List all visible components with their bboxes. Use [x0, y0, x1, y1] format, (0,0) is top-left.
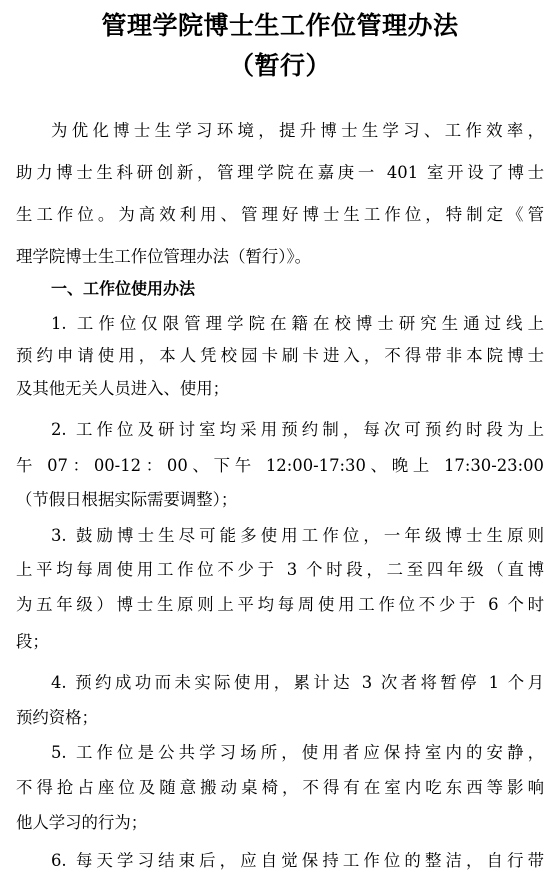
paragraph-line: 4. 预约成功而未实际使用，累计达 3 次者将暂停 1 个月 — [51, 673, 544, 692]
paragraph-line: 为五年级）博士生原则上平均每周使用工作位不少于 6 个时 — [16, 595, 544, 614]
paragraph-line: 理学院博士生工作位管理办法（暂行）》。 — [16, 247, 312, 266]
paragraph-line: 及其他无关人员进入、使用； — [16, 379, 230, 398]
paragraph-line: 生工作位。为高效利用、管理好博士生工作位，特制定《管 — [16, 205, 544, 224]
paragraph-line: 3. 鼓励博士生尽可能多使用工作位，一年级博士生原则 — [51, 526, 544, 545]
paragraph-line: 5. 工作位是公共学习场所，使用者应保持室内的安静， — [51, 743, 544, 762]
paragraph-line: 为优化博士生学习环境，提升博士生学习、工作效率， — [51, 121, 544, 140]
paragraph-line: 午 07：00-12：00、下午 12:00-17:30、晚上 17:30-23:00 — [16, 456, 544, 475]
paragraph-line: 助力博士生科研创新，管理学院在嘉庚一 401 室开设了博士 — [16, 163, 544, 182]
paragraph-line: 他人学习的行为； — [16, 813, 148, 832]
document-subtitle: （暂行） — [228, 51, 331, 80]
paragraph-line: 不得抢占座位及随意搬动桌椅，不得有在室内吃东西等影响 — [16, 778, 544, 797]
paragraph-line: 预约资格； — [16, 708, 98, 727]
paragraph-line: 预约申请使用，本人凭校园卡刷卡进入，不得带非本院博士 — [16, 346, 544, 365]
paragraph-line: 2. 工作位及研讨室均采用预约制，每次可预约时段为上 — [51, 420, 544, 439]
paragraph-line: （节假日根据实际需要调整）； — [16, 490, 238, 509]
document-title: 管理学院博士生工作位管理办法 — [101, 11, 459, 40]
paragraph-line: 6. 每天学习结束后，应自觉保持工作位的整洁，自行带 — [51, 851, 544, 870]
paragraph-line: 上平均每周使用工作位不少于 3 个时段，二至四年级（直博 — [16, 560, 544, 579]
section-heading: 一、工作位使用办法 — [51, 279, 196, 298]
paragraph-line: 1. 工作位仅限管理学院在籍在校博士研究生通过线上 — [51, 314, 544, 333]
paragraph-line: 段； — [16, 632, 49, 651]
